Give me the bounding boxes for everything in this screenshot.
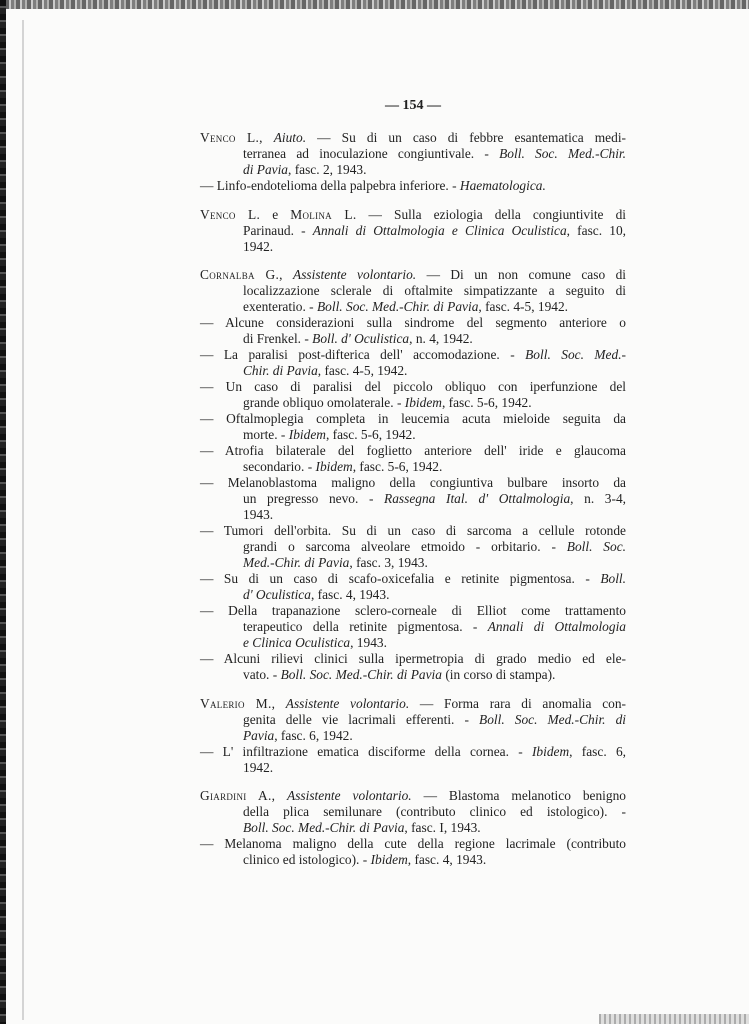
author-name: Giardini A.,	[200, 788, 276, 803]
page-number: — 154 —	[385, 98, 441, 113]
entry-text: — Linfo-endotelioma della palpebra inferiore. -	[200, 178, 460, 193]
journal-title: Chir. di Pavia	[243, 363, 318, 378]
text-line	[200, 178, 626, 194]
journal-title: Assistente volontario.	[275, 788, 412, 803]
entry-text: grandi o sarcoma alveolare etmoido - orbitario. -	[243, 539, 567, 554]
text-line	[200, 491, 626, 507]
journal-title: Ibidem	[370, 852, 408, 867]
entry-text: , fasc. 6, 1942.	[274, 727, 353, 743]
entry-text: — Atrofia bilaterale del foglietto anteriore dell' iride e glaucoma	[200, 443, 626, 458]
text-line	[200, 539, 626, 555]
journal-title: Ibidem	[404, 395, 442, 410]
entry-text: morte. -	[243, 427, 289, 442]
journal-title: d' Oculistica	[243, 587, 311, 602]
journal-title: Boll.	[600, 571, 626, 586]
text-line	[200, 836, 626, 852]
journal-title: Aiuto.	[262, 130, 307, 145]
scan-binding-line	[22, 20, 24, 1020]
entry-text: e	[260, 206, 291, 222]
scan-edge-bottom	[599, 1014, 749, 1024]
text-line	[200, 130, 626, 146]
entry-text: — Forma rara di anomalia con-	[409, 695, 626, 711]
text-line	[200, 459, 626, 475]
journal-title: Ibidem	[315, 459, 353, 474]
entry-text: — Su di un caso di scafo-oxicefalia e retinite pigmentosa. -	[200, 571, 601, 586]
entry-text: 1942.	[243, 238, 274, 254]
text-line	[200, 315, 626, 331]
bibliography-entry	[200, 836, 626, 868]
text-line	[200, 667, 626, 683]
entry-text: , fasc. 3, 1943.	[349, 555, 428, 570]
text-line	[200, 347, 626, 363]
bibliography-entry	[200, 207, 626, 255]
text-line	[200, 162, 626, 178]
entry-text: , fasc. 10,	[566, 222, 626, 238]
entry-text: grande obliquo omolaterale. -	[243, 395, 405, 410]
entry-text: di Frenkel. -	[243, 331, 313, 346]
bibliography-entry	[200, 475, 626, 523]
journal-title: Haematologica.	[459, 178, 546, 193]
text-line	[200, 283, 626, 299]
text-line	[200, 475, 626, 491]
journal-title: Boll. Soc. Med.-Chir. di Pavia	[316, 299, 479, 314]
entry-text: 1943.	[243, 507, 274, 522]
text-line	[200, 443, 626, 459]
text-line	[200, 395, 626, 411]
text-line	[200, 523, 626, 539]
journal-title: di Pavia	[243, 162, 288, 177]
text-line	[200, 603, 626, 619]
entry-text: , fasc. 4, 1943.	[407, 852, 487, 867]
bibliography-entry	[200, 571, 626, 603]
author-group	[200, 696, 626, 776]
text-line	[200, 555, 626, 571]
text-line	[200, 744, 626, 760]
text-line	[200, 223, 626, 239]
journal-title: Assistente volontario.	[282, 267, 417, 282]
scan-edge-left	[0, 0, 6, 1024]
entry-text: della plica semilunare (contributo clinico ed istologico). -	[243, 804, 626, 819]
scan-edge-top	[0, 0, 749, 9]
entry-text: secondario. -	[243, 459, 316, 474]
bibliography-entry	[200, 696, 626, 744]
text-line	[200, 363, 626, 379]
entry-text: — Melanoma maligno della cute della regione lacrimale (contributo	[200, 836, 626, 851]
journal-title: Annali di Ottalmologia e Clinica Oculistica	[312, 222, 567, 238]
journal-title: Boll. Soc. Med.-Chir. di	[479, 711, 627, 727]
bibliography-entry	[200, 603, 626, 651]
entry-text: , fasc. 5-6, 1942.	[352, 459, 443, 474]
entry-text: Parinaud. -	[243, 222, 313, 238]
bibliography-entry	[200, 788, 626, 836]
entry-text: , n. 4, 1942.	[409, 331, 473, 346]
text-line	[200, 507, 626, 523]
text-line	[200, 760, 626, 776]
entry-text: — Melanoblastoma maligno della congiuntiva bulbare insorto da	[200, 475, 626, 490]
entry-text: un pregresso nevo. -	[243, 491, 385, 506]
text-line	[200, 804, 626, 820]
entry-text: , fasc. 5-6, 1942.	[441, 395, 532, 410]
entry-text: exenteratio. -	[243, 299, 317, 314]
entry-text: — Alcune considerazioni sulla sindrome del segmento anteriore o	[200, 315, 626, 330]
bibliography-entry	[200, 379, 626, 411]
text-line	[200, 146, 626, 162]
entry-text: , 1943.	[350, 635, 387, 650]
author-name: Venco L.	[200, 206, 261, 222]
bibliography-entry	[200, 443, 626, 475]
journal-title: Boll. Soc. Med.-Chir. di Pavia	[280, 667, 442, 682]
entry-text: — Oftalmoplegia completa in leucemia acuta mieloide seguita da	[200, 411, 626, 426]
entry-text: , fasc. 4-5, 1942.	[317, 363, 408, 378]
journal-title: Assistente volontario.	[275, 695, 410, 711]
entry-text: — Di un non comune caso di	[416, 267, 626, 282]
bibliography-entry	[200, 744, 626, 776]
text-line	[200, 619, 626, 635]
entry-text: , fasc. 2, 1943.	[288, 162, 367, 177]
author-name: Venco L.,	[200, 130, 263, 145]
text-line	[200, 788, 626, 804]
journal-title: Ibidem	[288, 427, 326, 442]
text-line	[200, 267, 626, 283]
entry-text: (in corso di stampa).	[441, 667, 556, 682]
entry-text: , fasc. 4-5, 1942.	[478, 299, 569, 314]
text-line	[200, 207, 626, 223]
entry-text: 1942.	[243, 759, 274, 775]
entry-text: clinico ed istologico). -	[243, 852, 371, 867]
text-line	[200, 239, 626, 255]
journal-title: Pavia	[243, 727, 275, 743]
author-group	[200, 788, 626, 868]
bibliography-entry	[200, 411, 626, 443]
author-group	[200, 130, 626, 194]
bibliography-entry	[200, 651, 626, 683]
entry-text: , fasc. I, 1943.	[404, 820, 481, 835]
text-line	[200, 712, 626, 728]
text-line	[200, 427, 626, 443]
entry-text: — Un caso di paralisi del piccolo obliquo con iperfunzione del	[200, 379, 626, 394]
entry-text: — Sulla eziologia della congiuntivite di	[356, 206, 626, 222]
entry-text: — Alcuni rilievi clinici sulla ipermetropia di grado medio ed ele-	[200, 651, 626, 666]
entry-text: genita delle vie lacrimali efferenti. -	[243, 711, 480, 727]
text-line	[200, 696, 626, 712]
text-line	[200, 635, 626, 651]
bibliography-entry	[200, 523, 626, 571]
entry-text: , fasc. 5-6, 1942.	[325, 427, 416, 442]
journal-title: Boll. Soc. Med.-Chir. di Pavia	[243, 820, 405, 835]
bibliography-entry	[200, 315, 626, 347]
text-line	[200, 728, 626, 744]
journal-title: Ibidem	[531, 743, 570, 759]
text-line	[200, 299, 626, 315]
author-name: Molina L.	[290, 206, 357, 222]
text-line	[200, 587, 626, 603]
bibliography-entry	[200, 130, 626, 178]
text-line	[200, 411, 626, 427]
author-group	[200, 267, 626, 683]
journal-title: Rassegna Ital. d' Ottalmologia	[384, 491, 571, 506]
bibliography-entry	[200, 347, 626, 379]
entry-text: , fasc. 6,	[569, 743, 626, 759]
entry-text: — Su di un caso di febbre esantematica medi-	[306, 130, 626, 145]
journal-title: Med.-Chir. di Pavia	[243, 555, 350, 570]
journal-title: Annali di Ottalmologia	[487, 619, 626, 634]
author-group	[200, 207, 626, 255]
entry-text: , fasc. 4, 1943.	[310, 587, 390, 602]
journal-title: Boll. Soc.	[566, 539, 626, 554]
entry-text: — Blastoma melanotico benigno	[411, 788, 626, 803]
text-line	[200, 571, 626, 587]
bibliography-entry	[200, 178, 626, 194]
entry-text: vato. -	[243, 667, 281, 682]
text-line	[200, 379, 626, 395]
text-line	[200, 852, 626, 868]
entry-text: terapeutico della retinite pigmentosa. -	[243, 619, 488, 634]
journal-title: e Clinica Oculistica	[243, 635, 351, 650]
entry-text: — La paralisi post-difterica dell' accomodazione. -	[200, 347, 526, 362]
entry-text: terranea ad inoculazione congiuntivale. -	[243, 146, 500, 161]
text-line	[200, 651, 626, 667]
journal-title: Boll. Soc. Med.-Chir.	[499, 146, 626, 161]
journal-title: Boll. d' Oculistica	[312, 331, 410, 346]
text-line	[200, 331, 626, 347]
entry-text: — Della trapanazione sclero-corneale di Elliot come trattamento	[200, 603, 626, 618]
bibliography-entry	[200, 267, 626, 315]
bibliography-list	[200, 130, 626, 881]
entry-text: — L' infiltrazione ematica disciforme della cornea. -	[200, 743, 532, 759]
entry-text: — Tumori dell'orbita. Su di un caso di sarcoma a cellule rotonde	[200, 523, 626, 538]
author-name: Cornalba G.,	[200, 267, 283, 282]
text-line	[200, 820, 626, 836]
author-name: Valerio M.,	[200, 695, 276, 711]
entry-text: localizzazione sclerale di oftalmite simpatizzante a seguito di	[243, 283, 626, 298]
journal-title: Boll. Soc. Med.-	[525, 347, 626, 362]
entry-text: , n. 3-4,	[570, 491, 626, 506]
